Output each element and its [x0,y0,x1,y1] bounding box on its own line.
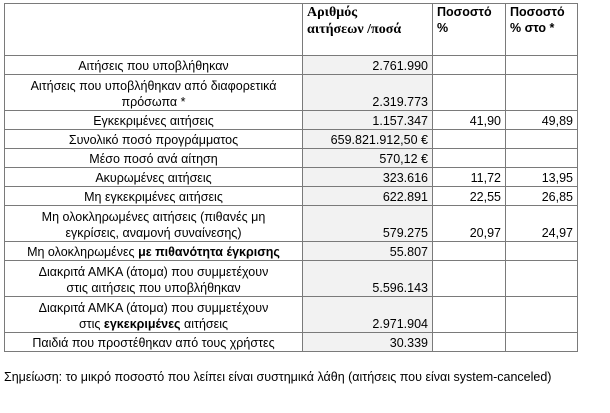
table-row [5,111,578,130]
row-count: 2.761.990 [303,56,433,75]
row-percent: 41,90 [433,111,506,130]
row-percent [433,242,506,261]
row-percent [433,333,506,352]
table-row [5,56,578,75]
row-label-line2-bold: εγκεκριμένες [103,317,181,331]
statistics-table [4,3,578,352]
row-count: 5.596.143 [303,261,433,297]
row-label-line1: Διακριτά ΑΜΚΑ (άτομα) που συμμετέχουν [38,301,269,315]
row-count: 659.821.912,50 € [303,130,433,149]
row-label: Εγκεκριμένες αιτήσεις [5,111,303,130]
row-label-line2: πρόσωπα * [121,95,186,109]
row-percent: 20,97 [433,206,506,242]
header-percent-line1: Ποσοστό [437,5,492,19]
row-percent-other [506,242,578,261]
header-percent-other-line1: Ποσοστό [510,5,565,19]
row-percent [433,130,506,149]
row-label: Ακυρωμένες αιτήσεις [5,168,303,187]
row-label [5,297,303,333]
table-row [5,333,578,352]
row-percent [433,149,506,168]
row-label-line2: στις αιτήσεις που υποβλήθηκαν [66,281,241,295]
header-count [303,4,433,56]
row-percent: 11,72 [433,168,506,187]
row-label-line1: Αιτήσεις που υποβλήθηκαν από διαφορετικά [30,79,277,93]
row-label-line2: εγκρίσεις, αναμονή συναίνεσης) [65,226,242,240]
row-label [5,75,303,111]
table-row [5,130,578,149]
footnote: Σημείωση: το μικρό ποσοστό που λείπει είναι συστημικά λάθη (αιτήσεις που είναι system-canceled) [4,370,552,384]
row-count: 2.319.773 [303,75,433,111]
table-row [5,261,578,297]
row-percent [433,261,506,297]
row-label [5,206,303,242]
header-percent [433,4,506,56]
row-label: Αιτήσεις που υποβλήθηκαν [5,56,303,75]
row-label: Παιδιά που προστέθηκαν από τους χρήστες [5,333,303,352]
row-count: 622.891 [303,187,433,206]
row-label-line2-pre: στις [78,317,104,331]
row-count: 2.971.904 [303,297,433,333]
row-percent-other [506,333,578,352]
row-label-plain: Μη ολοκληρωμένες [27,245,139,259]
row-percent-other: 13,95 [506,168,578,187]
row-percent [433,75,506,111]
row-percent-other: 26,85 [506,187,578,206]
row-count: 323.616 [303,168,433,187]
header-percent-line2: % [437,21,449,35]
row-label: Μη εγκεκριμένες αιτήσεις [5,187,303,206]
row-percent-other [506,297,578,333]
row-percent-other [506,56,578,75]
table-row [5,75,578,111]
row-count: 570,12 € [303,149,433,168]
row-percent-other [506,149,578,168]
row-count: 579.275 [303,206,433,242]
row-count: 30.339 [303,333,433,352]
header-percent-other-line2: % στο * [510,21,555,35]
header-row [5,4,578,56]
row-label: Συνολικό ποσό προγράμματος [5,130,303,149]
row-label-line1: Μη ολοκληρωμένες αιτήσεις (πιθανές μη [41,210,266,224]
row-label-line2-post: αιτήσεις [180,317,229,331]
row-label-line1: Διακριτά ΑΜΚΑ (άτομα) που συμμετέχουν [38,265,269,279]
row-count: 1.157.347 [303,111,433,130]
row-percent-other: 24,97 [506,206,578,242]
row-percent-other [506,261,578,297]
row-percent: 22,55 [433,187,506,206]
row-label-bold: με πιθανότητα έγκρισης [138,245,280,259]
row-count: 55.807 [303,242,433,261]
row-label [5,242,303,261]
row-label [5,261,303,297]
row-percent-other [506,75,578,111]
table-row [5,297,578,333]
row-label: Μέσο ποσό ανά αίτηση [5,149,303,168]
table-row [5,242,578,261]
row-percent-other [506,130,578,149]
table-row [5,168,578,187]
header-count-line1: Αριθμός [307,5,358,20]
header-count-line2: αιτήσεων /ποσά [307,22,402,37]
table-row [5,206,578,242]
table-row [5,149,578,168]
row-percent [433,297,506,333]
row-percent-other: 49,89 [506,111,578,130]
header-label [5,4,303,56]
row-percent [433,56,506,75]
header-percent-of-starred [506,4,578,56]
table-row [5,187,578,206]
